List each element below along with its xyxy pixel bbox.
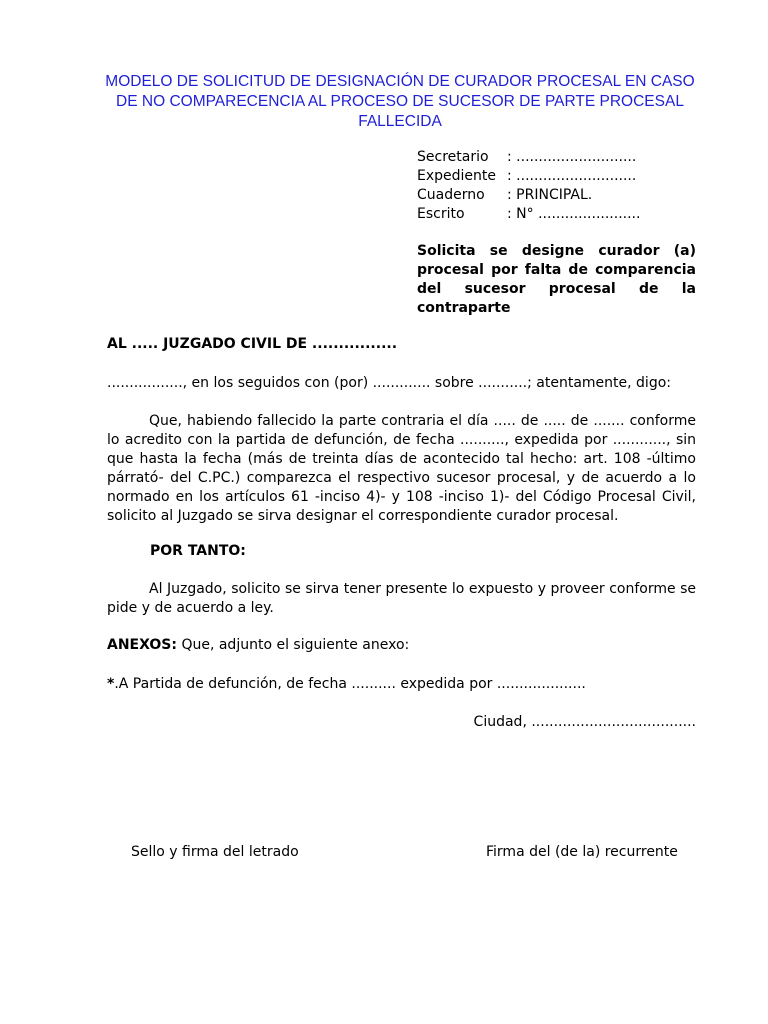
meta-key: Expediente (417, 168, 496, 184)
intro-paragraph: ................., en los seguidos con (por) ............. sobre ...........; atentamente, digo: (107, 375, 671, 391)
signature-applicant: Firma del (de la) recurrente (486, 844, 678, 860)
annexes-paragraph (107, 636, 697, 655)
annexes-label: ANEXOS: (107, 637, 177, 653)
meta-key: Escrito (417, 206, 465, 222)
meta-row-cuaderno (417, 186, 717, 205)
city-date-line: Ciudad, ..................................... (473, 714, 696, 730)
document-title: MODELO DE SOLICITUD DE DESIGNACIÓN DE CURADOR PROCESAL EN CASO DE NO COMPARECENCIA AL PROCESO DE SUCESOR DE PARTE PROCESAL FALLECIDA (105, 73, 695, 130)
request-summary: Solicita se designe curador (a) procesal por falta de comparencia del sucesor procesal de la contraparte (417, 243, 696, 316)
meta-row-escrito (417, 205, 717, 224)
annex-item-text: .A Partida de defunción, de fecha .......... expedida por .................... (114, 676, 586, 692)
body-paragraph: Que, habiendo fallecido la parte contraria el día ..... de ..... de ....... conforme lo acredito con la partida de defunción, de fecha .........., expedida por ............, sin que hasta la fecha (más de treinta días de acontecido tal hecho: art. 108 -último párrató- del C.PC.) comparezca el respectivo sucesor procesal, y de acuerdo a lo normado en los artículos 61 -inciso 4)- y 108 -inciso 1)- del Código Procesal Civil, solicito al Juzgado se sirva designar el correspondiente curador procesal. (107, 413, 696, 524)
meta-value: : ........................... (507, 149, 637, 165)
closing-paragraph: Al Juzgado, solicito se sirva tener presente lo expuesto y proveer conforme se pide y de acuerdo a ley. (107, 581, 696, 616)
meta-key: Secretario (417, 149, 489, 165)
meta-key: Cuaderno (417, 187, 485, 203)
meta-value: : ........................... (507, 168, 637, 184)
annexes-text: Que, adjunto el siguiente anexo: (177, 637, 410, 653)
annex-item (107, 675, 697, 694)
meta-value: : N° ....................... (507, 206, 641, 222)
meta-row-expediente (417, 167, 717, 186)
por-tanto-heading: POR TANTO: (150, 543, 246, 559)
meta-row-secretario (417, 148, 717, 167)
case-metadata (417, 148, 717, 224)
addressee: AL ..... JUZGADO CIVIL DE ................ (107, 336, 398, 352)
annex-bullet: * (107, 676, 115, 692)
meta-value: : PRINCIPAL. (507, 187, 593, 203)
signature-lawyer: Sello y firma del letrado (131, 844, 299, 860)
